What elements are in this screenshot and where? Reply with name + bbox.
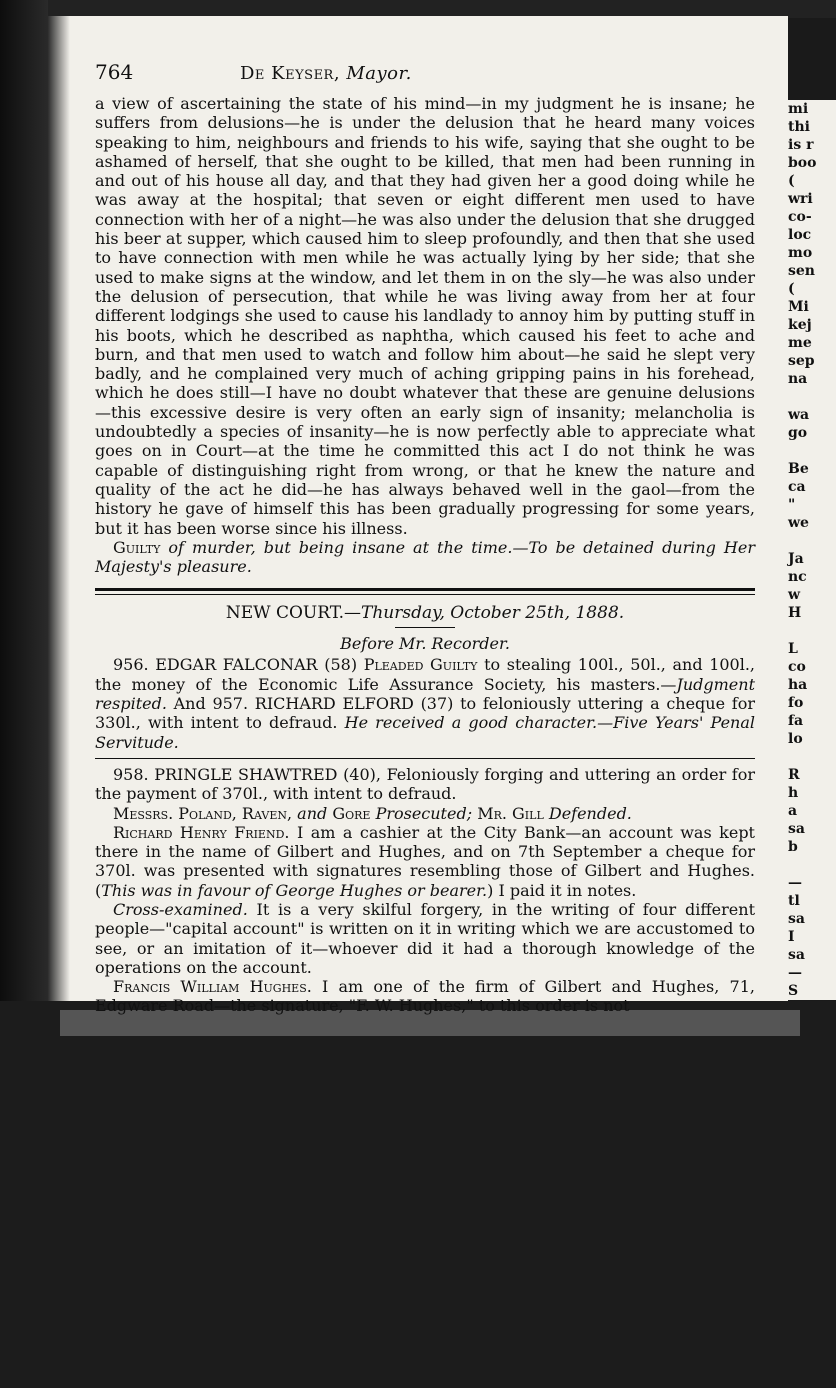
- adjacent-page-fragment: boo: [788, 155, 817, 171]
- adjacent-page-fragment: me: [788, 335, 812, 351]
- verdict-label: Guilty: [113, 537, 161, 557]
- adjacent-page-fragment: L: [788, 641, 798, 657]
- counsel-line: [95, 804, 755, 823]
- case-number: 956.: [113, 655, 149, 675]
- adjacent-page-fragment: sa: [788, 911, 805, 927]
- adjacent-page-fragment: [788, 748, 836, 766]
- defendant-name: RICHARD ELFORD: [254, 694, 414, 714]
- adjacent-page-fragment: fo: [788, 695, 804, 711]
- plea: Pleaded Guilty: [363, 655, 478, 675]
- witness-aside: This was in favour of George Hughes or bearer.: [101, 880, 488, 900]
- short-rule: [395, 627, 455, 628]
- adjacent-page-fragment: [788, 856, 836, 874]
- counsel-names: Gore: [332, 803, 371, 823]
- witness-text-tail: ) I paid it in notes.: [487, 880, 637, 900]
- defendant-age: (58): [324, 655, 358, 675]
- case-number: 957.: [212, 694, 249, 714]
- page-content: [95, 60, 755, 1016]
- adjacent-page-fragment: Ja: [788, 551, 804, 567]
- charge: to feloniously uttering a cheque for 330l., with intent to defraud.: [95, 694, 755, 733]
- adjacent-page-fragment: a: [788, 803, 798, 819]
- witness-hughes: [95, 977, 755, 1016]
- adjacent-page-fragment: kej: [788, 317, 812, 333]
- case-958: [95, 765, 755, 804]
- adjacent-page-fragment: Be: [788, 461, 809, 477]
- adjacent-page-fragment: we: [788, 515, 809, 531]
- adjacent-page-fragment: na: [788, 371, 808, 387]
- adjacent-page-fragment: co: [788, 659, 806, 675]
- adjacent-page-fragment: thi: [788, 119, 810, 135]
- section-rule: [95, 588, 755, 595]
- cross-label: Cross-examined.: [113, 899, 248, 919]
- case-rule: [95, 758, 755, 759]
- adjacent-page-fragment: [788, 442, 836, 460]
- adjacent-page-fragment: [788, 532, 836, 550]
- witness-name: Richard Henry Friend.: [113, 822, 290, 842]
- sentence: Judgment respited.: [95, 674, 755, 714]
- before-judge: Before Mr. Recorder.: [340, 634, 510, 654]
- adjacent-page-fragment: R: [788, 767, 800, 783]
- adjacent-page-fragment: I: [788, 929, 795, 945]
- witness-friend: [95, 823, 755, 900]
- adjacent-page-fragment: [788, 388, 836, 406]
- running-head: [240, 63, 412, 84]
- connector: And: [173, 694, 206, 714]
- adjacent-page-fragment: sep: [788, 353, 815, 369]
- counsel-names: Mr. Gill: [477, 803, 544, 823]
- scan-border-bottom: [0, 1001, 836, 1388]
- defendant-age: (40),: [343, 764, 381, 784]
- adjacent-page-fragment: wa: [788, 407, 810, 423]
- court-name: NEW COURT.—: [225, 603, 362, 624]
- adjacent-page-fragment: ca: [788, 479, 806, 495]
- counsel-names: Messrs. Poland, Raven,: [113, 803, 293, 823]
- adjacent-page-fragment: sa: [788, 821, 805, 837]
- court-heading: [95, 603, 755, 623]
- witness-name: Francis William Hughes.: [113, 977, 312, 997]
- adjacent-page-fragment: [788, 622, 836, 640]
- counsel-role: Defended.: [548, 803, 632, 823]
- verdict-text: of murder, but being insane at the time.—To be detained during Her Majesty's pleasure.: [95, 537, 755, 577]
- page-gutter-shadow: [48, 16, 70, 1001]
- adjacent-page-fragment: co-: [788, 209, 812, 225]
- witness-text: I am one of the firm of Gilbert and Hughes, 71, Edgware Road—the signature, "F. W. Hughes," to this order is not: [95, 977, 755, 1016]
- adjacent-page-fragment: sa: [788, 947, 805, 963]
- case-956: [95, 655, 755, 751]
- counsel-role: Prosecuted;: [375, 803, 473, 823]
- witness-text: I am a cashier at the City Bank—an account was kept there in the name of Gilbert and Hughes, and on 7th September a cheque for 370l. was presented with signatures resembling those of Gilbert and Hughes. (: [95, 822, 755, 900]
- court-date: Thursday, October 25th, 1888.: [361, 603, 625, 624]
- page-number: 764: [95, 60, 134, 84]
- adjacent-page-fragment: b: [788, 839, 798, 855]
- running-head-title: Mayor.: [346, 63, 412, 84]
- running-head-name: De Keyser,: [240, 63, 341, 84]
- adjacent-page-fragment: Mi: [788, 299, 809, 315]
- defendant-age: (37): [420, 694, 454, 714]
- adjacent-page-fragment: H: [788, 605, 802, 621]
- adjacent-page-fragment: ": [788, 497, 796, 513]
- cross-text: It is a very skilful forgery, in the writing of four different people—"capital account" is written on it in writing which we are accustomed to see, or an imitation of it—whoever did it had a thorough knowledge of the operations on the account.: [95, 899, 756, 977]
- verdict: [95, 538, 755, 577]
- adjacent-page-fragment: h: [788, 785, 799, 801]
- charge: Feloniously forging and uttering an order for the payment of 370l., with intent to defraud.: [95, 764, 755, 804]
- adjacent-page-fragment: is r: [788, 137, 814, 153]
- adjacent-page-fragment: —: [788, 875, 802, 891]
- adjacent-page-fragment: (: [788, 173, 795, 189]
- adjacent-page-fragment: w: [788, 587, 801, 603]
- sentence: He received a good character.—Five Years' Penal Servitude.: [95, 713, 756, 752]
- adjacent-page-fragment: ha: [788, 677, 808, 693]
- charge: to stealing 100l., 50l., and 100l., the money of the Economic Life Assurance Society, his masters.—: [95, 655, 756, 694]
- page-header: [95, 60, 755, 94]
- counsel-and: and: [297, 803, 328, 823]
- testimony-paragraph: a view of ascertaining the state of his mind—in my judgment he is insane; he suffers from delusions—he is under the delusion that he heard many voices speaking to him, neighbours and friends to his wife, saying that she ought to be ashamed of herself, that she ought to be killed, that men had been running in and out of his house all day, and that they had given her a good doing while he was away at the hospital; that seven or eight different men used to have connection with her of a night—he was also under the delusion that she drugged his beer at supper, which caused him to sleep profoundly, and then that she used to have connection with men while he was actually lying by her side; that she used to make signs at the window, and let them in on the sly—he was also under the delusion of persecution, that while he was living away from her at four different lodgings she used to cause his landlady to annoy him by putting stuff in his boots, which he described as naphtha, which caused his feet to ache and burn, and that men used to watch and follow him about—he said he slept very badly, and he complained very much of aching gripping pains in his forehead, which he does still—I have no doubt whatever that these are genuine delusions—this excessive desire is very often an early sign of insanity; melancholia is undoubtedly a species of insanity—he is now perfectly able to appreciate what goes on in Court—at the time he committed this act I do not think he was capable of distinguishing right from wrong, or that he knew the nature and quality of the act he did—he has always behaved well in the gaol—from the history he gave of himself this has been gradually progressing for some years, but it has been worse since his illness.: [95, 94, 755, 538]
- adjacent-page-fragment: —: [788, 965, 802, 981]
- adjacent-page-fragment: fa: [788, 713, 804, 729]
- adjacent-page-fragment: sen: [788, 263, 815, 279]
- defendant-name: PRINGLE SHAWTRED: [154, 764, 338, 784]
- defendant-name: EDGAR FALCONAR: [155, 655, 318, 675]
- adjacent-page-fragment: wri: [788, 191, 813, 207]
- adjacent-page-fragment: mi: [788, 101, 809, 117]
- adjacent-page-fragment: tl: [788, 893, 800, 909]
- case-number: 958.: [113, 764, 149, 784]
- adjacent-page-fragment: (: [788, 281, 795, 297]
- adjacent-page-fragment: loc: [788, 227, 812, 243]
- adjacent-page-fragment: lo: [788, 731, 803, 747]
- adjacent-page-fragment: mo: [788, 245, 813, 261]
- cross-examination: [95, 900, 755, 977]
- adjacent-page-fragment: S: [788, 983, 799, 999]
- adjacent-page-strip: [788, 100, 836, 1000]
- adjacent-page-fragment: nc: [788, 569, 807, 585]
- adjacent-page-fragment: go: [788, 425, 808, 441]
